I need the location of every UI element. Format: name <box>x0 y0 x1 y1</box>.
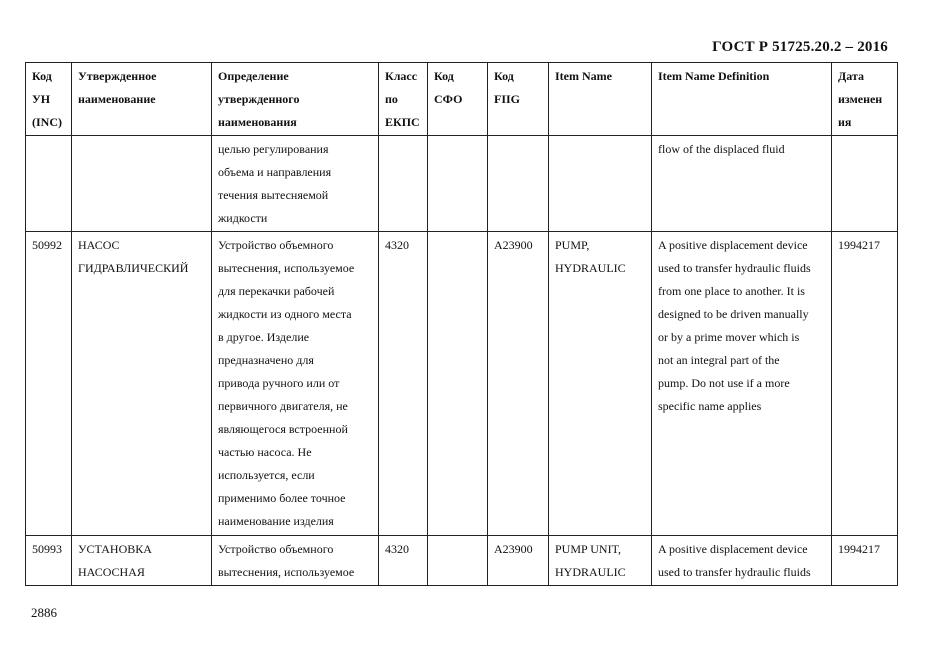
header-fiig: Код FIIG <box>488 63 549 136</box>
header-date: Дата изменен ия <box>832 63 898 136</box>
cell-item-name: PUMP, HYDRAULIC <box>549 232 652 536</box>
cell-item-definition: A positive displacement device used to transfer hydraulic fluids from one place to another. It is designed to be driven manually or by a prime mover which is not an integral part of the pump. Do not use if a more specific name applies <box>652 232 832 536</box>
cell-inc <box>26 136 72 232</box>
cell-date: 1994217 <box>832 232 898 536</box>
header-approved-name: Утвержденное наименование <box>72 63 212 136</box>
cell-approved-name: НАСОС ГИДРАВЛИЧЕСКИЙ <box>72 232 212 536</box>
cell-class: 4320 <box>379 232 428 536</box>
header-item-definition: Item Name Definition <box>652 63 832 136</box>
cell-inc: 50993 <box>26 536 72 586</box>
cell-item-name: PUMP UNIT, HYDRAULIC <box>549 536 652 586</box>
header-item-name: Item Name <box>549 63 652 136</box>
cell-item-definition: flow of the displaced fluid <box>652 136 832 232</box>
cell-sfo <box>428 136 488 232</box>
cell-definition: целью регулирования объема и направления течения вытесняемой жидкости <box>212 136 379 232</box>
cell-date <box>832 136 898 232</box>
header-definition: Определение утвержденного наименования <box>212 63 379 136</box>
page-number: 2886 <box>31 605 57 620</box>
cell-class <box>379 136 428 232</box>
cell-item-definition: A positive displacement device used to transfer hydraulic fluids <box>652 536 832 586</box>
header-class: Класс по ЕКПС <box>379 63 428 136</box>
cell-inc: 50992 <box>26 232 72 536</box>
cell-sfo <box>428 536 488 586</box>
cell-fiig <box>488 136 549 232</box>
cell-fiig: A23900 <box>488 536 549 586</box>
document-standard-title: ГОСТ Р 51725.20.2 – 2016 <box>712 39 888 55</box>
header-sfo: Код СФО <box>428 63 488 136</box>
table-row <box>26 136 898 232</box>
cell-approved-name: УСТАНОВКА НАСОСНАЯ <box>72 536 212 586</box>
table-row <box>26 232 898 536</box>
cell-approved-name <box>72 136 212 232</box>
cell-definition: Устройство объемного вытеснения, используемое для перекачки рабочей жидкости из одного места в другое. Изделие предназначено для привода ручного или от первичного двигателя, не являющегося встроенной частью насоса. Не используется, если применимо более точное наименование изделия <box>212 232 379 536</box>
cell-definition: Устройство объемного вытеснения, используемое <box>212 536 379 586</box>
item-names-table <box>25 62 898 586</box>
header-inc: Код УН (INC) <box>26 63 72 136</box>
cell-fiig: A23900 <box>488 232 549 536</box>
cell-item-name <box>549 136 652 232</box>
cell-class: 4320 <box>379 536 428 586</box>
table-header-row <box>26 63 898 136</box>
cell-sfo <box>428 232 488 536</box>
cell-date: 1994217 <box>832 536 898 586</box>
table-row <box>26 536 898 586</box>
